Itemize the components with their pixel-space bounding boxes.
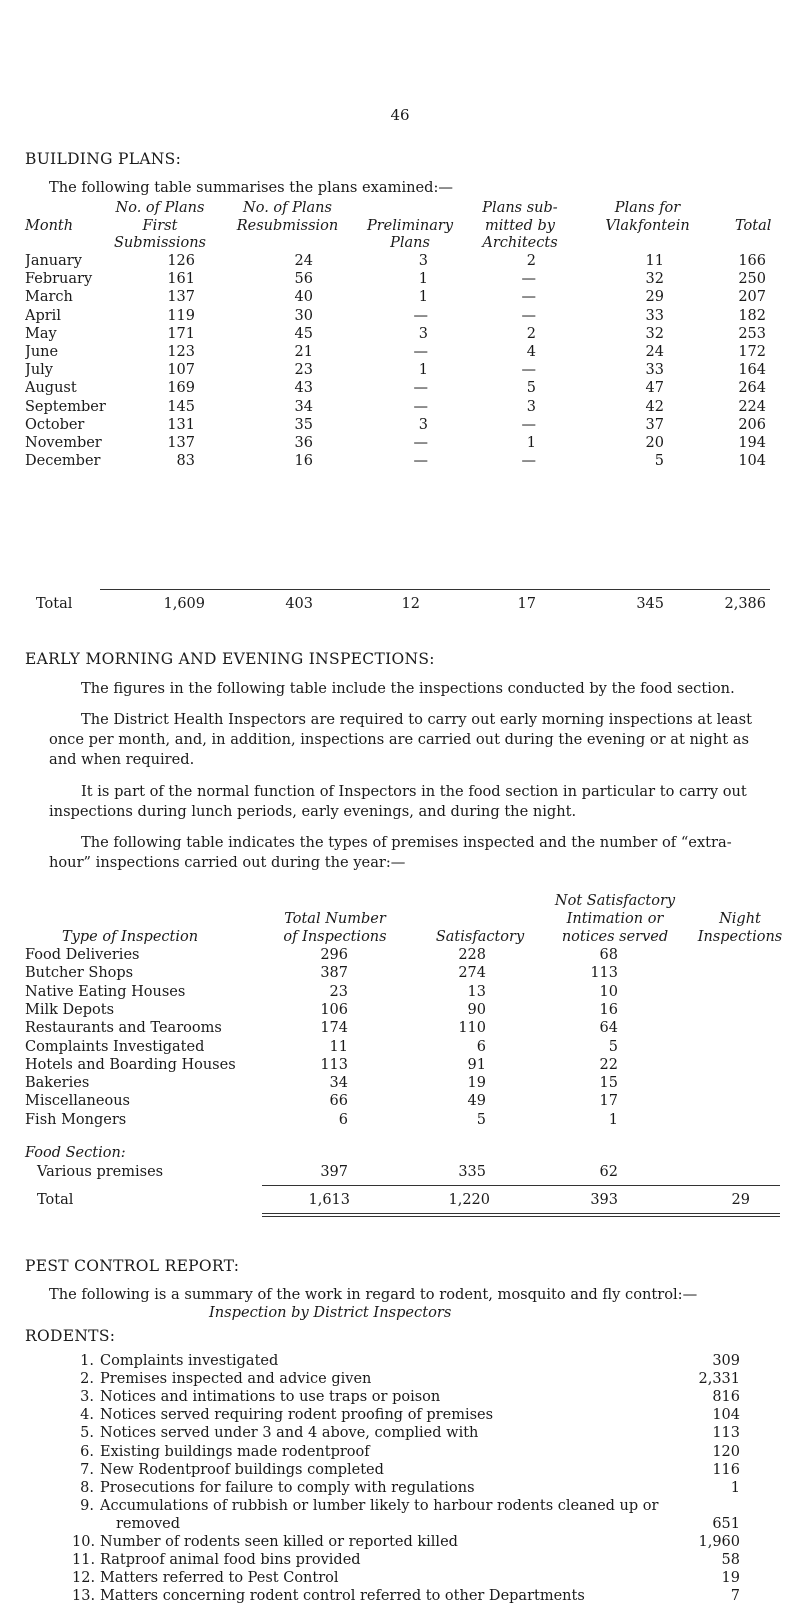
row-value: 6 bbox=[476, 1038, 486, 1055]
row-value: 1 bbox=[526, 435, 536, 451]
total-value: 29 bbox=[731, 1192, 750, 1208]
row-label: April bbox=[25, 307, 61, 324]
row-value: 296 bbox=[320, 947, 348, 963]
list-item bbox=[72, 1407, 740, 1425]
list-item bbox=[72, 1534, 740, 1552]
col-header-vlak-2: Vlakfontein bbox=[605, 218, 690, 234]
row-value: 23 bbox=[294, 362, 313, 379]
row-value: — bbox=[521, 362, 536, 379]
early-morning-para-2: The District Health Inspectors are required to carry out early morning inspections at least once per month, and, in addition, inspections are carried out during the evening or at night as and when required. bbox=[49, 711, 752, 768]
row-label: February bbox=[25, 271, 93, 288]
row-label: July bbox=[25, 362, 53, 379]
col-header-notsat-3: notices served bbox=[561, 929, 669, 945]
list-item-continued bbox=[72, 1516, 740, 1534]
item-number: 6. bbox=[80, 1443, 94, 1460]
item-text: Notices served requiring rodent proofing of premises bbox=[100, 1407, 494, 1424]
item-text: Matters referred to Pest Control bbox=[100, 1570, 339, 1587]
row-value: 106 bbox=[320, 1001, 348, 1018]
row-value: 47 bbox=[645, 380, 664, 397]
row-value: 42 bbox=[645, 398, 664, 415]
total-value: 403 bbox=[285, 596, 313, 612]
row-value: — bbox=[521, 453, 536, 470]
col-header-notsat-1: Not Satisfactory bbox=[554, 893, 676, 909]
row-value: 10 bbox=[599, 983, 618, 1000]
row-value: 16 bbox=[599, 1001, 618, 1018]
row-value: 224 bbox=[738, 398, 766, 415]
row-value: 250 bbox=[738, 271, 766, 288]
row-label: Bakeries bbox=[25, 1075, 90, 1092]
row-value: — bbox=[521, 289, 536, 306]
item-text: Prosecutions for failure to comply with regulations bbox=[100, 1479, 475, 1496]
total-value: 17 bbox=[517, 596, 536, 612]
total-value: 1,609 bbox=[163, 596, 205, 612]
row-value: — bbox=[413, 380, 428, 397]
row-value: 21 bbox=[294, 344, 313, 360]
total-value: 12 bbox=[401, 596, 420, 612]
total-rule-bottom-1 bbox=[262, 1213, 780, 1214]
row-value: 24 bbox=[645, 344, 664, 360]
row-label: Milk Depots bbox=[25, 1001, 115, 1018]
row-value: 145 bbox=[167, 398, 195, 415]
row-value: 32 bbox=[645, 271, 664, 288]
col-header-first-3: Submissions bbox=[114, 235, 206, 251]
list-item bbox=[72, 1444, 740, 1462]
row-value: 2 bbox=[526, 325, 536, 342]
col-header-month: Month bbox=[25, 218, 74, 234]
total-value: 345 bbox=[636, 596, 664, 612]
row-value: 34 bbox=[329, 1075, 348, 1092]
list-item bbox=[72, 1425, 740, 1443]
item-value: 2,331 bbox=[698, 1371, 740, 1388]
item-value: 1,960 bbox=[698, 1534, 740, 1550]
food-section-label: Food Section: bbox=[25, 1145, 126, 1161]
list-item bbox=[72, 1570, 740, 1588]
row-label: Food Deliveries bbox=[25, 947, 140, 963]
total-label: Total bbox=[37, 1192, 74, 1208]
row-value: 56 bbox=[294, 271, 313, 288]
row-value: — bbox=[413, 344, 428, 360]
row-value: — bbox=[521, 416, 536, 433]
row-label: Hotels and Boarding Houses bbox=[25, 1056, 236, 1073]
row-label: August bbox=[25, 380, 77, 397]
row-value: 387 bbox=[320, 965, 348, 982]
item-number: 13. bbox=[72, 1588, 96, 1605]
row-value: 62 bbox=[599, 1164, 618, 1180]
row-value: 64 bbox=[599, 1020, 618, 1037]
row-value: — bbox=[413, 453, 428, 470]
row-value: 182 bbox=[738, 307, 766, 324]
row-value: 32 bbox=[645, 325, 664, 342]
item-value: 19 bbox=[721, 1570, 740, 1587]
row-value: 137 bbox=[167, 435, 195, 451]
row-value: 90 bbox=[467, 1001, 486, 1018]
row-value: 29 bbox=[645, 289, 664, 306]
row-value: 2 bbox=[526, 253, 536, 269]
row-value: 19 bbox=[467, 1075, 486, 1092]
row-value: 253 bbox=[738, 325, 766, 342]
row-value: — bbox=[413, 307, 428, 324]
rodents-heading: RODENTS: bbox=[25, 1327, 116, 1345]
col-header-total: Total bbox=[735, 218, 772, 234]
row-label: Butcher Shops bbox=[25, 965, 134, 982]
page-number: 46 bbox=[390, 106, 410, 124]
row-value: 5 bbox=[526, 380, 536, 397]
row-value: 110 bbox=[458, 1020, 486, 1037]
row-value: 171 bbox=[167, 325, 195, 342]
early-morning-para-3: It is part of the normal function of Inspectors in the food section in particular to carry out inspections during lunch periods, early evenings, and during the night. bbox=[49, 783, 747, 820]
item-value: 651 bbox=[712, 1515, 740, 1532]
row-value: 207 bbox=[738, 289, 766, 306]
row-value: 228 bbox=[458, 947, 486, 963]
row-value: 166 bbox=[738, 253, 766, 269]
item-text: Complaints investigated bbox=[100, 1353, 279, 1369]
item-text: Premises inspected and advice given bbox=[100, 1371, 372, 1388]
row-value: 13 bbox=[467, 983, 486, 1000]
col-header-first-2: First bbox=[142, 218, 178, 234]
row-value: 3 bbox=[418, 253, 428, 269]
early-morning-para-4: The following table indicates the types of premises inspected and the number of “extra-hour” inspections carried out during the year:— bbox=[49, 834, 732, 871]
item-number: 9. bbox=[80, 1497, 94, 1514]
row-value: 40 bbox=[294, 289, 313, 306]
col-header-total-1: Total Number bbox=[284, 911, 386, 927]
row-value: 37 bbox=[645, 416, 664, 433]
row-value: 161 bbox=[167, 271, 195, 288]
row-value: 113 bbox=[320, 1056, 348, 1073]
row-label: June bbox=[25, 344, 59, 360]
row-value: 174 bbox=[320, 1020, 348, 1037]
row-label: March bbox=[25, 289, 73, 306]
row-value: 194 bbox=[738, 435, 766, 451]
row-value: 49 bbox=[467, 1093, 486, 1110]
item-text: New Rodentproof buildings completed bbox=[100, 1461, 384, 1478]
list-item bbox=[72, 1588, 740, 1606]
row-value: 137 bbox=[167, 289, 195, 306]
item-number: 2. bbox=[80, 1371, 94, 1388]
total-value: 393 bbox=[590, 1192, 618, 1208]
row-value: 91 bbox=[467, 1056, 486, 1073]
item-value: 116 bbox=[712, 1461, 740, 1478]
item-text: Ratproof animal food bins provided bbox=[100, 1552, 361, 1569]
list-item bbox=[72, 1498, 740, 1516]
total-value: 1,613 bbox=[308, 1192, 350, 1208]
total-value: 2,386 bbox=[724, 596, 766, 612]
row-label: October bbox=[25, 416, 85, 433]
item-text: Number of rodents seen killed or reported killed bbox=[100, 1534, 458, 1550]
row-label: January bbox=[25, 253, 82, 269]
total-label: Total bbox=[36, 596, 73, 612]
col-header-notsat-2: Intimation or bbox=[566, 911, 664, 927]
row-value: 43 bbox=[294, 380, 313, 397]
row-value: 23 bbox=[329, 983, 348, 1000]
row-value: 68 bbox=[599, 947, 618, 963]
row-value: 16 bbox=[294, 453, 313, 470]
list-item bbox=[72, 1462, 740, 1480]
col-header-night-2: Inspections bbox=[697, 929, 783, 945]
row-value: 123 bbox=[167, 344, 195, 360]
col-header-resub-1: No. of Plans bbox=[243, 200, 332, 216]
row-value: 1 bbox=[418, 362, 428, 379]
row-value: 5 bbox=[654, 453, 664, 470]
row-value: 397 bbox=[320, 1164, 348, 1180]
row-value: — bbox=[413, 435, 428, 451]
list-item bbox=[72, 1371, 740, 1389]
item-number: 11. bbox=[72, 1552, 96, 1569]
item-value: 309 bbox=[712, 1353, 740, 1369]
row-value: 24 bbox=[294, 253, 313, 269]
pest-control-subtitle: Inspection by District Inspectors bbox=[209, 1304, 452, 1321]
row-value: 5 bbox=[608, 1038, 618, 1055]
row-label: Complaints Investigated bbox=[25, 1038, 205, 1055]
total-rule-top bbox=[262, 1185, 780, 1186]
item-text: Notices and intimations to use traps or poison bbox=[100, 1389, 441, 1406]
item-text: Notices served under 3 and 4 above, complied with bbox=[100, 1425, 479, 1442]
total-rule bbox=[100, 589, 770, 590]
row-label: Native Eating Houses bbox=[25, 983, 186, 1000]
col-header-first-1: No. of Plans bbox=[115, 200, 205, 216]
row-value: 6 bbox=[338, 1111, 348, 1128]
early-morning-para-1: The figures in the following table include the inspections conducted by the food section. bbox=[81, 680, 735, 697]
row-value: 34 bbox=[294, 398, 313, 415]
item-text: Accumulations of rubbish or lumber likely to harbour rodents cleaned up or bbox=[100, 1497, 659, 1514]
item-number: 7. bbox=[80, 1461, 94, 1478]
row-label: Restaurants and Tearooms bbox=[25, 1020, 222, 1037]
item-value: 1 bbox=[730, 1479, 740, 1496]
total-value: 1,220 bbox=[448, 1192, 490, 1208]
row-value: — bbox=[413, 398, 428, 415]
row-value: 1 bbox=[418, 271, 428, 288]
item-number: 12. bbox=[72, 1570, 96, 1587]
item-number: 5. bbox=[80, 1425, 94, 1442]
row-value: 45 bbox=[294, 325, 313, 342]
item-number: 10. bbox=[72, 1534, 96, 1550]
row-value: 206 bbox=[738, 416, 766, 433]
col-header-arch-2: mitted by bbox=[485, 218, 555, 234]
building-plans-intro: The following table summarises the plans examined:— bbox=[49, 179, 454, 196]
pest-control-heading: PEST CONTROL REPORT: bbox=[25, 1257, 240, 1275]
item-text-continued: removed bbox=[116, 1515, 181, 1532]
row-value: 30 bbox=[294, 307, 313, 324]
row-label: Miscellaneous bbox=[25, 1093, 130, 1110]
row-value: 66 bbox=[329, 1093, 348, 1110]
row-value: 169 bbox=[167, 380, 195, 397]
item-number: 8. bbox=[80, 1479, 94, 1496]
row-value: 33 bbox=[645, 362, 664, 379]
col-header-type: Type of Inspection bbox=[62, 929, 199, 945]
row-value: 131 bbox=[167, 416, 195, 433]
row-value: 3 bbox=[418, 416, 428, 433]
row-label: December bbox=[25, 453, 101, 470]
row-value: 104 bbox=[738, 453, 766, 470]
col-header-night-1: Night bbox=[719, 911, 761, 927]
row-label: Various premises bbox=[37, 1164, 164, 1180]
row-value: 3 bbox=[418, 325, 428, 342]
pest-control-intro: The following is a summary of the work in regard to rodent, mosquito and fly control:— bbox=[49, 1286, 698, 1303]
row-label: May bbox=[25, 325, 57, 342]
row-value: 3 bbox=[526, 398, 536, 415]
list-item bbox=[72, 1552, 740, 1570]
list-item bbox=[72, 1480, 740, 1498]
row-value: 335 bbox=[458, 1164, 486, 1180]
row-label: September bbox=[25, 398, 106, 415]
row-value: 35 bbox=[294, 416, 313, 433]
item-number: 3. bbox=[80, 1389, 94, 1406]
col-header-prelim-1: Preliminary bbox=[366, 218, 454, 234]
item-value: 120 bbox=[712, 1443, 740, 1460]
row-value: — bbox=[521, 271, 536, 288]
item-value: 816 bbox=[712, 1389, 740, 1406]
total-rule-bottom-2 bbox=[262, 1216, 780, 1217]
row-value: 172 bbox=[738, 344, 766, 360]
row-value: 113 bbox=[590, 965, 618, 982]
col-header-satisfactory: Satisfactory bbox=[435, 929, 525, 945]
row-value: 36 bbox=[294, 435, 313, 451]
row-value: 17 bbox=[599, 1093, 618, 1110]
row-value: 22 bbox=[599, 1056, 618, 1073]
row-value: 20 bbox=[645, 435, 664, 451]
item-number: 4. bbox=[80, 1407, 94, 1424]
row-value: 33 bbox=[645, 307, 664, 324]
item-text: Matters concerning rodent control referred to other Departments bbox=[100, 1588, 585, 1605]
col-header-arch-1: Plans sub- bbox=[482, 200, 558, 216]
row-value: 274 bbox=[458, 965, 486, 982]
item-value: 7 bbox=[730, 1588, 740, 1605]
row-value: 1 bbox=[608, 1111, 618, 1128]
item-text: Existing buildings made rodentproof bbox=[100, 1443, 370, 1460]
row-value: 264 bbox=[738, 380, 766, 397]
col-header-vlak-1: Plans for bbox=[614, 200, 681, 216]
item-value: 104 bbox=[712, 1407, 740, 1424]
col-header-arch-3: Architects bbox=[482, 235, 558, 251]
row-value: 11 bbox=[329, 1038, 348, 1055]
row-value: 15 bbox=[599, 1075, 618, 1092]
row-value: 11 bbox=[645, 253, 664, 269]
row-value: 83 bbox=[176, 453, 195, 470]
row-value: 119 bbox=[167, 307, 195, 324]
row-value: 164 bbox=[738, 362, 766, 379]
item-value: 113 bbox=[712, 1425, 740, 1442]
row-value: 4 bbox=[526, 344, 536, 360]
building-plans-heading: BUILDING PLANS: bbox=[25, 150, 182, 168]
col-header-resub-2: Resubmission bbox=[236, 218, 339, 234]
row-label: Fish Mongers bbox=[25, 1111, 127, 1128]
row-value: 126 bbox=[167, 253, 195, 269]
list-item bbox=[72, 1353, 740, 1371]
item-value: 58 bbox=[721, 1552, 740, 1569]
row-value: 1 bbox=[418, 289, 428, 306]
row-label: November bbox=[25, 435, 102, 451]
row-value: 107 bbox=[167, 362, 195, 379]
early-morning-heading: EARLY MORNING AND EVENING INSPECTIONS: bbox=[25, 650, 435, 668]
row-value: 5 bbox=[476, 1111, 486, 1128]
row-value: — bbox=[521, 307, 536, 324]
col-header-total-2: of Inspections bbox=[283, 929, 387, 945]
list-item bbox=[72, 1389, 740, 1407]
col-header-prelim-2: Plans bbox=[390, 235, 430, 251]
item-number: 1. bbox=[80, 1353, 94, 1369]
